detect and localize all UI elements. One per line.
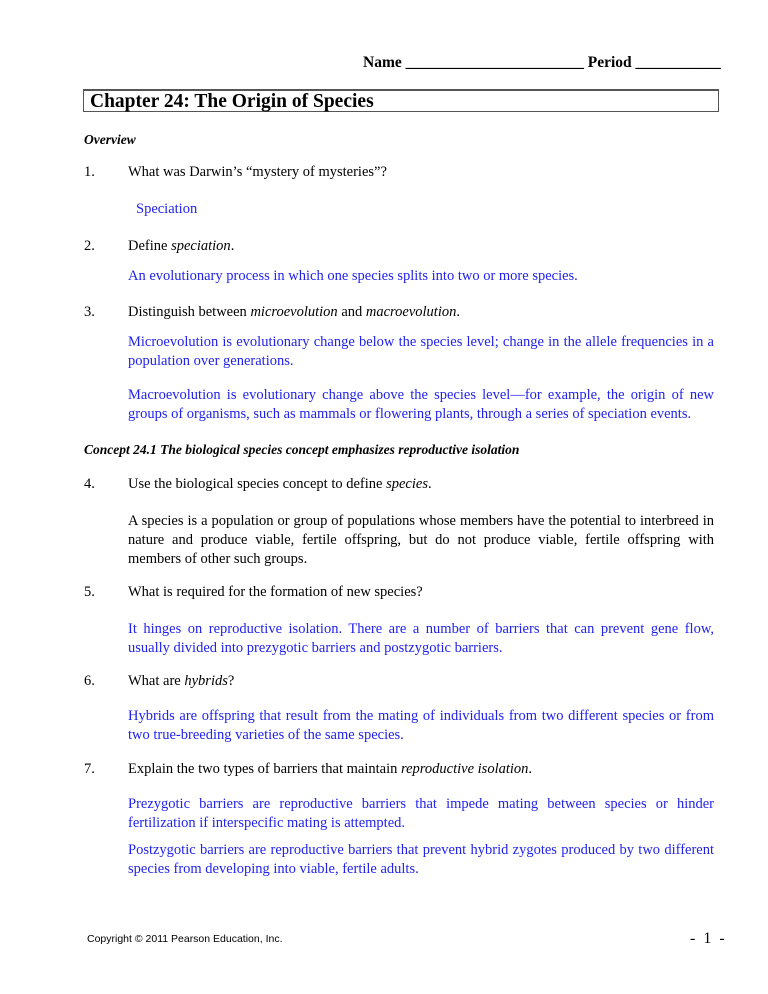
question-text: What are hybrids? [128,673,235,689]
question-number: 4. [84,476,95,492]
answer-text: Postzygotic barriers are reproductive barriers that prevent hybrid zygotes produced by two different species from developing into viable, fertile adults. [128,842,714,877]
question-number: 5. [84,584,95,600]
question-text: Distinguish between microevolution and macroevolution. [128,304,460,320]
answer-text: Microevolution is evolutionary change below the species level; change in the allele frequencies in a population over generations. [128,334,714,369]
section-heading-concept-24-1: Concept 24.1 The biological species concept emphasizes reproductive isolation [84,442,520,457]
page-number: - 1 - [690,930,727,947]
copyright-footer: Copyright © 2011 Pearson Education, Inc. [87,933,283,945]
answer-text: Prezygotic barriers are reproductive barriers that impede mating between species or hinder fertilization if interspecific mating is attempted. [128,796,714,831]
question-number: 2. [84,238,95,254]
question-number: 1. [84,164,95,180]
answer-text: Speciation [136,201,198,217]
question-number: 7. [84,761,95,777]
question-text: Explain the two types of barriers that maintain reproductive isolation. [128,761,533,777]
chapter-title-box [83,89,719,112]
chapter-title: Chapter 24: The Origin of Species [90,91,374,112]
period-field-label: Period ___________ [587,54,721,71]
question-text: What was Darwin’s “mystery of mysteries”? [128,164,387,180]
name-field-label: Name _______________________ [363,54,584,71]
name-period-header [363,54,721,72]
question-text: What is required for the formation of new species? [128,584,423,600]
answer-text: An evolutionary process in which one species splits into two or more species. [128,268,578,284]
section-heading-overview: Overview [84,132,136,147]
question-text: Define speciation. [128,238,235,254]
answer-text: A species is a population or group of populations whose members have the potential to interbreed in nature and produce viable, fertile offspring, but do not produce viable, fertile offspring with members of other such groups. [128,513,714,567]
answer-text: It hinges on reproductive isolation. There are a number of barriers that can prevent gene flow, usually divided into prezygotic barriers and postzygotic barriers. [128,621,714,656]
question-text: Use the biological species concept to define species. [128,476,432,492]
answer-text: Macroevolution is evolutionary change above the species level—for example, the origin of new groups of organisms, such as mammals or flowering plants, through a series of speciation events. [128,387,714,422]
question-number: 3. [84,304,95,320]
question-number: 6. [84,673,95,689]
answer-text: Hybrids are offspring that result from the mating of individuals from two different species or from two true-breeding varieties of the same species. [128,708,714,743]
